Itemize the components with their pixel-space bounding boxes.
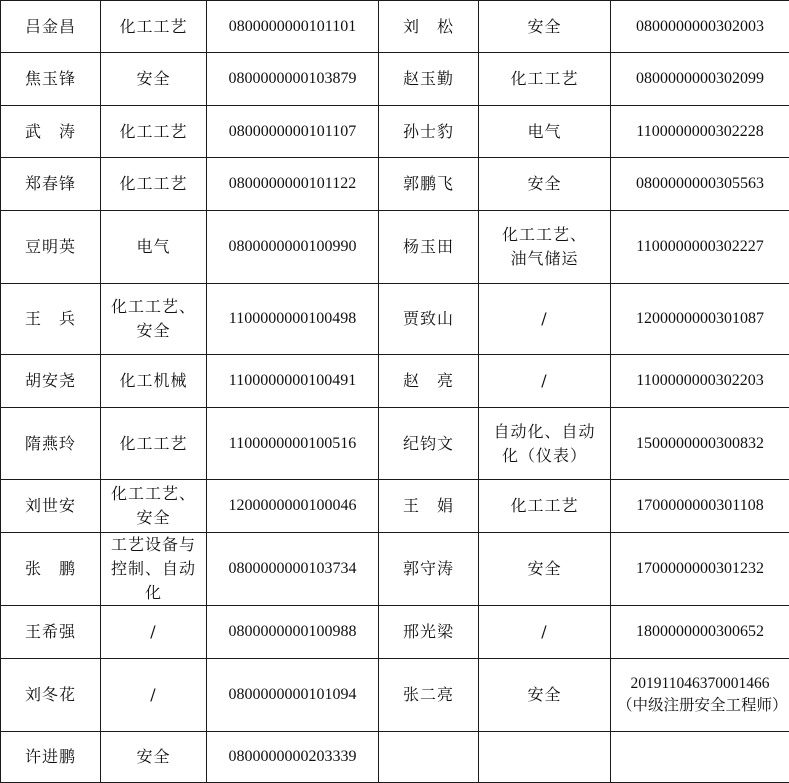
certificate-number-cell: 0800000000100990 (207, 211, 379, 284)
major-cell: 安全 (479, 533, 611, 606)
certificate-number-cell: 1700000000301232 (611, 533, 789, 606)
certificate-number-cell (611, 732, 789, 783)
major-cell: 安全 (101, 53, 207, 106)
certificate-number-cell: 1100000000302228 (611, 106, 789, 158)
certificate-number-cell: 0800000000103879 (207, 53, 379, 106)
major-cell: 化工工艺 (479, 480, 611, 533)
certificate-number-cell: 1100000000100491 (207, 355, 379, 408)
name-cell: 赵玉勤 (379, 53, 479, 106)
major-cell: 电气 (101, 211, 207, 284)
certificate-number-cell: 0800000000101122 (207, 158, 379, 211)
major-cell: 化工工艺、 安全 (101, 284, 207, 355)
name-cell: 刘世安 (1, 480, 101, 533)
major-cell: 化工工艺 (101, 106, 207, 158)
name-cell: 郭鹏飞 (379, 158, 479, 211)
major-cell (479, 732, 611, 783)
name-cell: 郭守涛 (379, 533, 479, 606)
name-cell: 武 涛 (1, 106, 101, 158)
name-cell: 张二亮 (379, 659, 479, 732)
name-cell: 吕金昌 (1, 1, 101, 53)
major-cell: / (101, 659, 207, 732)
certificate-number-cell: 1100000000302227 (611, 211, 789, 284)
certificate-number-cell: 1800000000300652 (611, 606, 789, 659)
name-cell: 王希强 (1, 606, 101, 659)
certificate-number-cell: 1200000000301087 (611, 284, 789, 355)
major-cell: 安全 (479, 659, 611, 732)
certificate-number-cell: 1100000000100498 (207, 284, 379, 355)
name-cell: 张 鹏 (1, 533, 101, 606)
table-row (1, 606, 789, 659)
name-cell: 王 兵 (1, 284, 101, 355)
certificate-number-cell: 1100000000100516 (207, 408, 379, 480)
table-row (1, 732, 789, 783)
major-cell: 化工工艺 (479, 53, 611, 106)
major-cell: 工艺设备与 控制、自动 化 (101, 533, 207, 606)
certificate-number-cell: 1200000000100046 (207, 480, 379, 533)
major-cell: 化工工艺、 安全 (101, 480, 207, 533)
certificate-number-cell: 1700000000301108 (611, 480, 789, 533)
name-cell: 赵 亮 (379, 355, 479, 408)
table-row (1, 659, 789, 732)
name-cell (379, 732, 479, 783)
name-cell: 隋燕玲 (1, 408, 101, 480)
major-cell: 安全 (101, 732, 207, 783)
certificate-number-cell: 0800000000302099 (611, 53, 789, 106)
major-cell: 化工工艺 (101, 408, 207, 480)
major-cell: 化工工艺、 油气储运 (479, 211, 611, 284)
certificate-number-cell: 0800000000305563 (611, 158, 789, 211)
major-cell: 电气 (479, 106, 611, 158)
major-cell: 化工工艺 (101, 1, 207, 53)
certificate-number-cell: 0800000000101101 (207, 1, 379, 53)
table-row (1, 284, 789, 355)
major-cell: 安全 (479, 158, 611, 211)
certificate-number-cell: 0800000000302003 (611, 1, 789, 53)
table-row (1, 1, 789, 53)
table-row (1, 408, 789, 480)
name-cell: 纪钧文 (379, 408, 479, 480)
major-cell: / (479, 284, 611, 355)
name-cell: 孙士豹 (379, 106, 479, 158)
name-cell: 刘冬花 (1, 659, 101, 732)
table-row (1, 158, 789, 211)
major-cell: / (479, 606, 611, 659)
major-cell: / (101, 606, 207, 659)
table-row (1, 480, 789, 533)
table-row (1, 533, 789, 606)
certificate-number-cell: 1500000000300832 (611, 408, 789, 480)
table-row (1, 211, 789, 284)
name-cell: 贾致山 (379, 284, 479, 355)
major-cell: 安全 (479, 1, 611, 53)
name-cell: 豆明英 (1, 211, 101, 284)
name-cell: 刘 松 (379, 1, 479, 53)
certificate-number-cell: 0800000000101107 (207, 106, 379, 158)
certificate-number-cell: 0800000000203339 (207, 732, 379, 783)
name-cell: 杨玉田 (379, 211, 479, 284)
name-cell: 许进鹏 (1, 732, 101, 783)
major-cell: 自动化、自动 化（仪表） (479, 408, 611, 480)
name-cell: 胡安尧 (1, 355, 101, 408)
major-cell: / (479, 355, 611, 408)
name-cell: 焦玉锋 (1, 53, 101, 106)
name-cell: 邢光梁 (379, 606, 479, 659)
major-cell: 化工工艺 (101, 158, 207, 211)
name-cell: 郑春锋 (1, 158, 101, 211)
name-cell: 王 娟 (379, 480, 479, 533)
certificate-number-cell: 0800000000101094 (207, 659, 379, 732)
table-row (1, 53, 789, 106)
table-row (1, 355, 789, 408)
certificate-number-cell: 0800000000103734 (207, 533, 379, 606)
certificate-number-cell: 1100000000302203 (611, 355, 789, 408)
certificate-number-cell: 201911046370001466（中级注册安全工程师） (611, 659, 789, 732)
certificate-number-cell: 0800000000100988 (207, 606, 379, 659)
table-row (1, 106, 789, 158)
major-cell: 化工机械 (101, 355, 207, 408)
